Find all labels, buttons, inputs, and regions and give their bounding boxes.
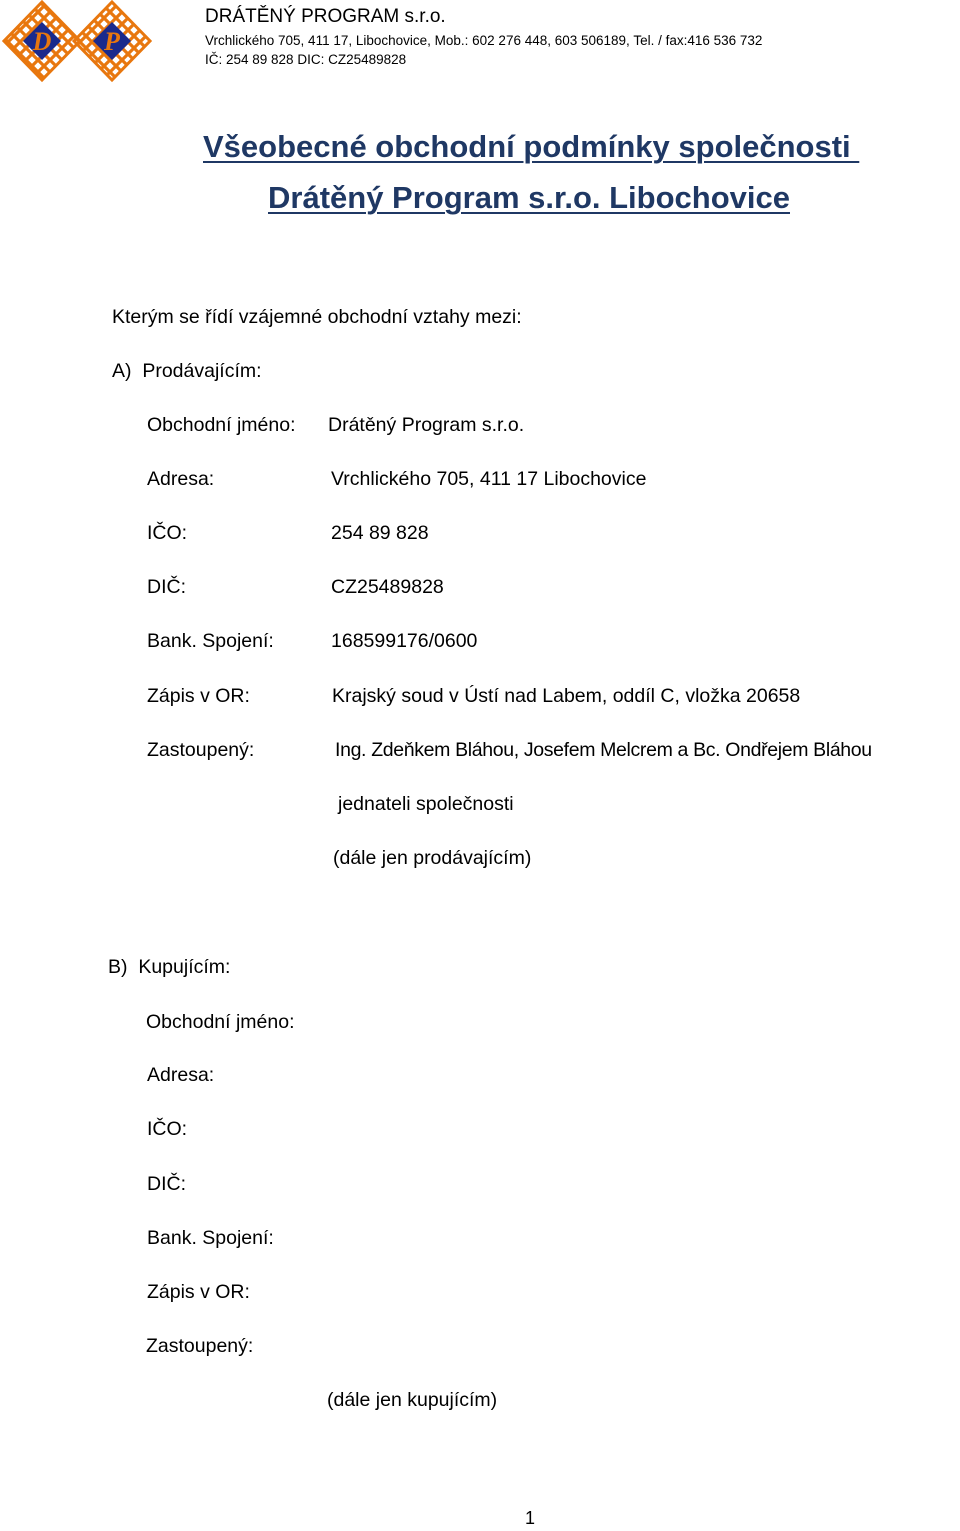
seller-name-value: Drátěný Program s.r.o. bbox=[328, 414, 525, 436]
seller-registry-value: Krajský soud v Ústí nad Labem, oddíl C, vložka 20658 bbox=[332, 685, 801, 707]
seller-bank-label: Bank. Spojení: bbox=[147, 630, 274, 652]
header-ids-line: IČ: 254 89 828 DIC: CZ25489828 bbox=[205, 52, 407, 67]
document-title-line2: Drátěný Program s.r.o. Libochovice bbox=[268, 180, 790, 215]
buyer-dic-label: DIČ: bbox=[147, 1173, 186, 1195]
buyer-name-label: Obchodní jméno: bbox=[146, 1011, 295, 1033]
header-address-line: Vrchlického 705, 411 17, Libochovice, Mob.: 602 276 448, 603 506189, Tel. / fax:416 536 732 bbox=[205, 33, 763, 48]
intro-text: Kterým se řídí vzájemné obchodní vztahy mezi: bbox=[112, 306, 522, 328]
section-a-heading: A) Prodávajícím: bbox=[112, 360, 262, 382]
seller-representative-value: Ing. Zdeňkem Bláhou, Josefem Melcrem a Bc. Ondřejem Bláhou bbox=[335, 739, 872, 761]
seller-role-line: jednateli společnosti bbox=[338, 793, 514, 815]
seller-closing: (dále jen prodávajícím) bbox=[333, 847, 532, 869]
seller-ico-label: IČO: bbox=[147, 522, 188, 544]
buyer-representative-label: Zastoupený: bbox=[146, 1335, 254, 1357]
logo-letter-d: D bbox=[32, 27, 52, 56]
seller-dic-label: DIČ: bbox=[147, 576, 186, 598]
seller-representative-label: Zastoupený: bbox=[147, 739, 255, 761]
buyer-registry-label: Zápis v OR: bbox=[147, 1281, 250, 1303]
seller-name-label: Obchodní jméno: bbox=[147, 414, 296, 436]
section-b-heading: B) Kupujícím: bbox=[108, 956, 231, 978]
page-number: 1 bbox=[525, 1508, 536, 1528]
document-title-line1: Všeobecné obchodní podmínky společnosti bbox=[203, 129, 860, 164]
header-company-name: DRÁTĚNÝ PROGRAM s.r.o. bbox=[205, 6, 446, 27]
seller-address-label: Adresa: bbox=[147, 468, 215, 490]
seller-bank-value: 168599176/0600 bbox=[331, 630, 478, 652]
seller-ico-value: 254 89 828 bbox=[331, 522, 429, 544]
buyer-closing: (dále jen kupujícím) bbox=[327, 1389, 498, 1411]
seller-address-value: Vrchlického 705, 411 17 Libochovice bbox=[331, 468, 647, 490]
seller-registry-label: Zápis v OR: bbox=[147, 685, 250, 707]
seller-dic-value: CZ25489828 bbox=[331, 576, 444, 598]
logo-letter-p: P bbox=[104, 27, 120, 56]
buyer-address-label: Adresa: bbox=[147, 1064, 215, 1086]
buyer-ico-label: IČO: bbox=[147, 1118, 188, 1140]
buyer-bank-label: Bank. Spojení: bbox=[147, 1227, 274, 1249]
company-logo bbox=[2, 0, 152, 82]
